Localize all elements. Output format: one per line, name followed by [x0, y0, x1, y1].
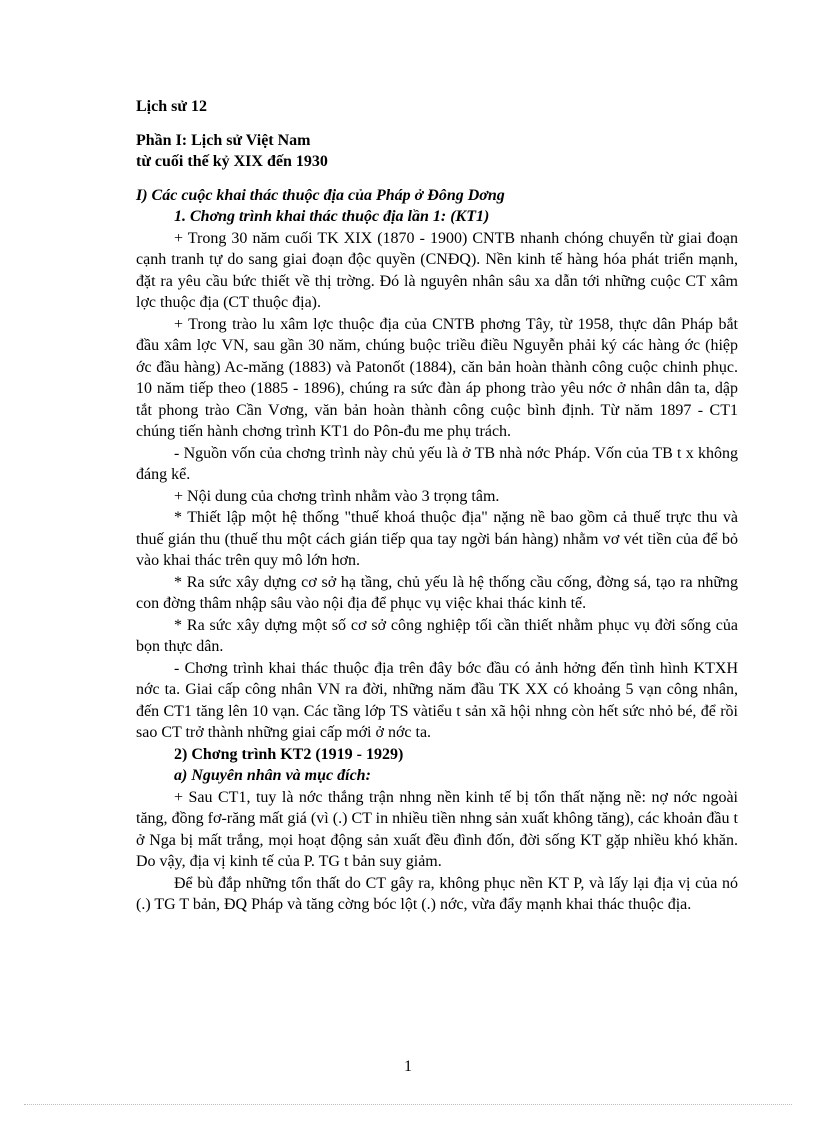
page-content	[136, 96, 738, 916]
paragraph: * Thiết lập một hệ thống "thuế khoá thuộc địa" nặng nề bao gồm cả thuế trực thu và thuế gián thu (thuế thu một cách gián tiếp qua tay ngời bán hàng) nhằm vơ vét tiền của để bỏ vào khai thác trên quy mô lớn hơn.	[136, 509, 738, 569]
paragraph: + Sau CT1, tuy là nớc thắng trận nhng nền kinh tế bị tổn thất nặng nề: nợ nớc ngoài tăng, đồng fơ-răng mất giá (vì (.) CT in nhiều tiền nhng sản xuất không tăng), các khoản đầu t ở Nga bị mất trắng, mọi hoạt động sản xuất đều đình đốn, đời sống KT gặp nhiều khó khăn. Do vậy, địa vị kinh tế của P. TG t bản suy giảm.	[136, 788, 738, 870]
paragraph: + Nội dung của chơng trình nhằm vào 3 trọng tâm.	[174, 487, 500, 505]
paragraph: - Chơng trình khai thác thuộc địa trên đây bớc đầu có ảnh hởng đến tình hình KTXH nớc ta. Giai cấp công nhân VN ra đời, những năm đầu TK XX có khoảng 5 vạn công nhân, đến CT1 tăng lên 10 vạn. Các tầng lớp TS vàtiểu t sản xã hội nhng còn hết sức nhỏ bé, để rồi sao CT trở thành những giai cấp mới ở nớc ta.	[136, 659, 738, 741]
paragraph: Để bù đắp những tổn thất do CT gây ra, không phục nền KT P, và lấy lại địa vị của nó (.) TG T bản, ĐQ Pháp và tăng cờng bóc lột (.) nớc, vừa đẩy mạnh khai thác thuộc địa.	[136, 874, 738, 913]
paragraph: - Nguồn vốn của chơng trình này chủ yếu là ở TB nhà nớc Pháp. Vốn của TB t x không đáng kể.	[136, 444, 738, 483]
paragraph: + Trong trào lu xâm lợc thuộc địa của CNTB phơng Tây, từ 1958, thực dân Pháp bắt đầu xâm lợc VN, sau gần 30 năm, chúng buộc triều điều Nguyễn phải ký các hàng ớc (hiệp ớc đầu hàng) Ac-măng (1883) và Patonốt (1884), căn bản hoàn thành công cuộc chinh phục. 10 năm tiếp theo (1885 - 1896), chúng ra sức đàn áp phong trào yêu nớc ở nhân dân ta, dập tắt phong trào Cần Vơng, văn bản hoàn thành công cuộc bình định. Từ năm 1897 - CT1 chúng tiến hành chơng trình KT1 do Pôn-đu me phụ trách.	[136, 315, 738, 440]
course-title: Lịch sử 12	[136, 98, 207, 115]
part-title-line2: từ cuối thế kỷ XIX đến 1930	[136, 153, 328, 170]
subsection-heading: 1. Chơng trình khai thác thuộc địa lần 1: (KT1)	[174, 208, 490, 225]
paragraph: * Ra sức xây dựng một số cơ sở công nghiệp tối cần thiết nhằm phục vụ đời sống của bọn thực dân.	[136, 616, 738, 655]
part-title-line1: Phần I: Lịch sử Việt Nam	[136, 131, 311, 149]
paragraph: + Trong 30 năm cuối TK XIX (1870 - 1900) CNTB nhanh chóng chuyển từ giai đoạn cạnh tranh tự do sang giai đoạn độc quyền (CNĐQ). Nền kinh tế hàng hóa phát triển mạnh, đặt ra yêu cầu bức thiết về thị trờng. Đó là nguyên nhân sâu xa dẫn tới những cuộc CT xâm lợc thuộc địa (CT thuộc địa).	[136, 229, 738, 311]
section-heading: I) Các cuộc khai thác thuộc địa của Pháp ở Đông Dơng	[136, 186, 505, 204]
spacer	[136, 173, 738, 185]
paragraph: * Ra sức xây dựng cơ sở hạ tầng, chủ yếu là hệ thống cầu cống, đờng sá, tạo ra những con đờng thâm nhập sâu vào nội địa để phục vụ việc khai thác kinh tế.	[136, 573, 738, 612]
subsection-heading: a) Nguyên nhân và mục đích:	[174, 767, 371, 784]
page-break-divider	[24, 1104, 792, 1105]
page-number: 1	[404, 1058, 412, 1075]
section-heading: 2) Chơng trình KT2 (1919 - 1929)	[174, 745, 404, 763]
